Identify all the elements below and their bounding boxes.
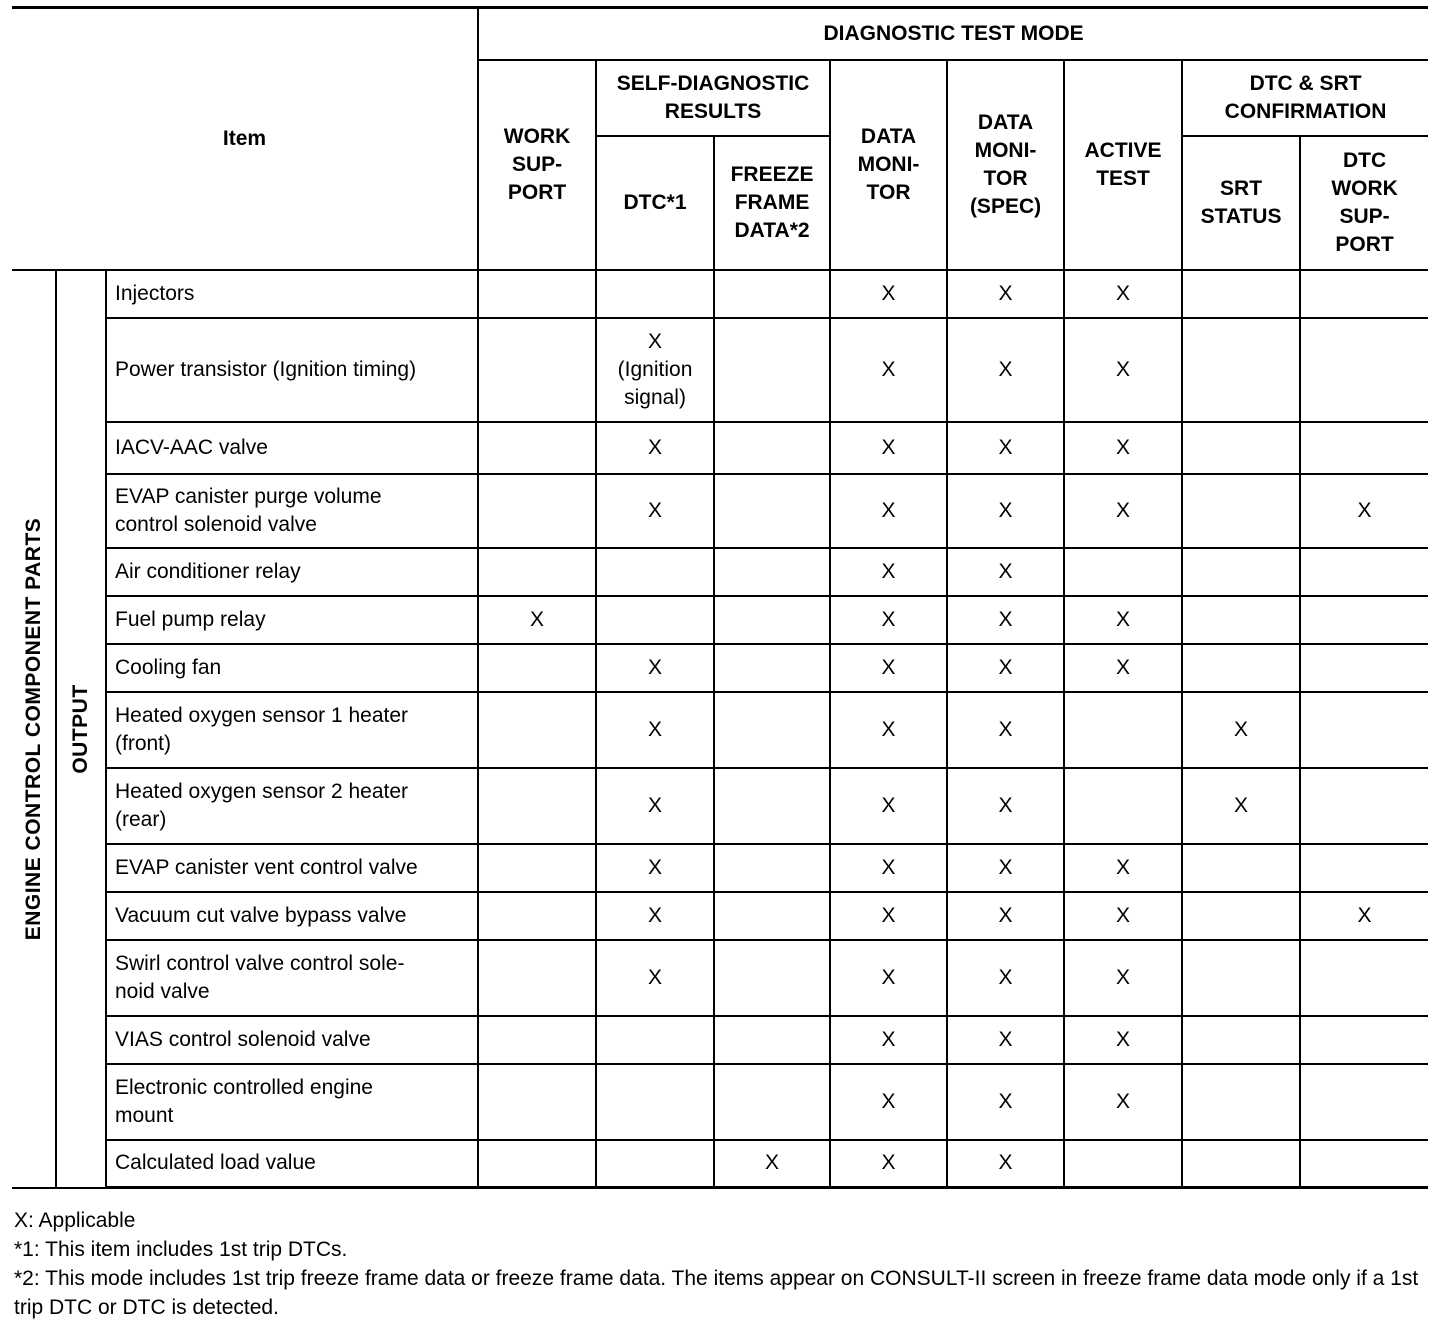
table-row: [12, 692, 1428, 768]
applicability-cell: X: [1064, 940, 1182, 1016]
applicability-cell: [1182, 596, 1300, 644]
applicability-cell: [714, 644, 830, 692]
freeze-frame-header: FREEZE FRAME DATA*2: [714, 136, 830, 270]
applicability-cell: X: [596, 844, 714, 892]
applicability-cell: [1300, 596, 1428, 644]
applicability-cell: X: [947, 422, 1064, 474]
applicability-cell: [478, 768, 596, 844]
applicability-cell: [478, 644, 596, 692]
applicability-cell: X: [947, 1140, 1064, 1188]
category-label: [12, 270, 56, 1188]
applicability-cell: X: [947, 768, 1064, 844]
item-name: EVAP canister purge volume control solenoid valve: [106, 474, 478, 548]
applicability-cell: [714, 844, 830, 892]
applicability-cell: X: [1064, 318, 1182, 422]
table-row: [12, 1064, 1428, 1140]
applicability-cell: [478, 318, 596, 422]
applicability-cell: X: [596, 768, 714, 844]
applicability-cell: [714, 318, 830, 422]
applicability-cell: [1182, 318, 1300, 422]
applicability-cell: [1300, 1064, 1428, 1140]
item-name: Heated oxygen sensor 2 heater (rear): [106, 768, 478, 844]
item-name: IACV-AAC valve: [106, 422, 478, 474]
applicability-cell: [1182, 844, 1300, 892]
applicability-cell: [714, 474, 830, 548]
self-diagnostic-results-header: SELF-DIAGNOSTIC RESULTS: [596, 60, 830, 136]
applicability-cell: [714, 692, 830, 768]
data-monitor-spec-header: DATA MONI- TOR (SPEC): [947, 60, 1064, 270]
applicability-cell: [1300, 1140, 1428, 1188]
applicability-cell: [596, 596, 714, 644]
subcategory-label: [56, 270, 106, 1188]
applicability-cell: X: [830, 844, 947, 892]
item-name: Air conditioner relay: [106, 548, 478, 596]
applicability-cell: X: [1064, 270, 1182, 318]
applicability-cell: X: [1064, 1064, 1182, 1140]
applicability-cell: [1300, 318, 1428, 422]
table-row: [12, 596, 1428, 644]
applicability-cell: X: [830, 1016, 947, 1064]
applicability-cell: [1182, 548, 1300, 596]
applicability-cell: X: [1182, 768, 1300, 844]
applicability-cell: X: [830, 892, 947, 940]
applicability-cell: [478, 692, 596, 768]
applicability-cell: X: [596, 940, 714, 1016]
applicability-cell: [478, 892, 596, 940]
applicability-cell: [478, 844, 596, 892]
table-row: [12, 940, 1428, 1016]
applicability-cell: X: [947, 692, 1064, 768]
applicability-cell: [1182, 1064, 1300, 1140]
item-name: VIAS control solenoid valve: [106, 1016, 478, 1064]
applicability-cell: X: [947, 474, 1064, 548]
applicability-cell: X: [714, 1140, 830, 1188]
item-name: Injectors: [106, 270, 478, 318]
applicability-cell: [1182, 422, 1300, 474]
table-row: [12, 644, 1428, 692]
item-name: Heated oxygen sensor 1 heater (front): [106, 692, 478, 768]
applicability-cell: X: [1064, 1016, 1182, 1064]
applicability-cell: X: [830, 548, 947, 596]
applicability-cell: X: [596, 644, 714, 692]
applicability-cell: [714, 270, 830, 318]
applicability-cell: [596, 270, 714, 318]
work-support-header: WORK SUP- PORT: [478, 60, 596, 270]
applicability-cell: [1300, 270, 1428, 318]
applicability-cell: [478, 474, 596, 548]
item-name: Vacuum cut valve bypass valve: [106, 892, 478, 940]
srt-status-header: SRT STATUS: [1182, 136, 1300, 270]
table-row: [12, 548, 1428, 596]
applicability-cell: [714, 1016, 830, 1064]
footnote-dtc: *1: This item includes 1st trip DTCs.: [14, 1238, 348, 1261]
applicability-cell: X: [947, 892, 1064, 940]
applicability-cell: X: [947, 940, 1064, 1016]
applicability-cell: [1300, 644, 1428, 692]
applicability-cell: X: [596, 892, 714, 940]
applicability-cell: X: [830, 596, 947, 644]
applicability-cell: [1064, 768, 1182, 844]
applicability-cell: [596, 548, 714, 596]
applicability-cell: [714, 1064, 830, 1140]
applicability-cell: X (Ignition signal): [596, 318, 714, 422]
applicability-cell: X: [947, 844, 1064, 892]
applicability-cell: [596, 1064, 714, 1140]
data-monitor-header: DATA MONI- TOR: [830, 60, 947, 270]
table-row: [12, 318, 1428, 422]
applicability-cell: [478, 940, 596, 1016]
applicability-cell: X: [1064, 644, 1182, 692]
applicability-cell: X: [830, 1064, 947, 1140]
applicability-cell: X: [1182, 692, 1300, 768]
applicability-cell: X: [478, 596, 596, 644]
applicability-cell: X: [947, 548, 1064, 596]
applicability-cell: X: [596, 422, 714, 474]
applicability-cell: [1300, 692, 1428, 768]
applicability-cell: [596, 1016, 714, 1064]
applicability-cell: [1300, 548, 1428, 596]
applicability-cell: X: [1064, 422, 1182, 474]
applicability-cell: X: [947, 318, 1064, 422]
table-row: [12, 768, 1428, 844]
dtc-work-support-header: DTC WORK SUP- PORT: [1300, 136, 1428, 270]
applicability-cell: [1064, 1140, 1182, 1188]
applicability-cell: [714, 596, 830, 644]
applicability-cell: [1064, 548, 1182, 596]
applicability-cell: [714, 940, 830, 1016]
applicability-cell: X: [947, 1016, 1064, 1064]
active-test-header: ACTIVE TEST: [1064, 60, 1182, 270]
table-row: [12, 270, 1428, 318]
applicability-cell: [1182, 474, 1300, 548]
applicability-cell: [1182, 644, 1300, 692]
item-name: Cooling fan: [106, 644, 478, 692]
table-row: [12, 422, 1428, 474]
diagnostic-test-mode-header: DIAGNOSTIC TEST MODE: [478, 8, 1428, 60]
applicability-cell: [1300, 768, 1428, 844]
applicability-cell: X: [1300, 474, 1428, 548]
item-name: Fuel pump relay: [106, 596, 478, 644]
applicability-cell: [714, 548, 830, 596]
applicability-cell: X: [830, 768, 947, 844]
subcategory-label-text: OUTPUT: [69, 683, 92, 774]
item-name: Calculated load value: [106, 1140, 478, 1188]
footnote-freeze-frame: *2: This mode includes 1st trip freeze frame data or freeze frame data. The items appear on CONSULT-II screen in freeze frame data mode only if a 1st trip DTC or DTC is detected.: [14, 1267, 1419, 1319]
applicability-cell: [1064, 692, 1182, 768]
table-row: [12, 1016, 1428, 1064]
applicability-cell: X: [947, 596, 1064, 644]
footnote-applicable: X: Applicable: [14, 1209, 136, 1232]
table-row: [12, 474, 1428, 548]
applicability-cell: X: [1064, 844, 1182, 892]
applicability-cell: [1300, 1016, 1428, 1064]
applicability-cell: [1300, 422, 1428, 474]
category-label-text: ENGINE CONTROL COMPONENT PARTS: [21, 517, 45, 940]
applicability-cell: [478, 548, 596, 596]
applicability-cell: X: [830, 692, 947, 768]
applicability-cell: X: [596, 692, 714, 768]
applicability-cell: [1300, 844, 1428, 892]
applicability-cell: [714, 422, 830, 474]
applicability-cell: [478, 270, 596, 318]
applicability-cell: [478, 422, 596, 474]
applicability-cell: X: [830, 1140, 947, 1188]
table-row: [12, 1140, 1428, 1188]
applicability-cell: X: [830, 318, 947, 422]
table-row: [12, 892, 1428, 940]
footnotes: [14, 1206, 1434, 1322]
item-column-header: Item: [12, 8, 478, 270]
applicability-cell: [1182, 270, 1300, 318]
diagnostic-mode-table: [12, 6, 1428, 1189]
applicability-cell: [714, 768, 830, 844]
applicability-cell: [1182, 940, 1300, 1016]
applicability-cell: X: [830, 474, 947, 548]
applicability-cell: X: [830, 422, 947, 474]
applicability-cell: [478, 1016, 596, 1064]
applicability-cell: X: [1064, 892, 1182, 940]
dtc-srt-confirmation-header: DTC & SRT CONFIRMATION: [1182, 60, 1428, 136]
applicability-cell: X: [1300, 892, 1428, 940]
applicability-cell: [1182, 1016, 1300, 1064]
applicability-cell: X: [1064, 596, 1182, 644]
applicability-cell: [714, 892, 830, 940]
applicability-cell: [1300, 940, 1428, 1016]
applicability-cell: [478, 1140, 596, 1188]
applicability-cell: X: [830, 940, 947, 1016]
item-name: EVAP canister vent control valve: [106, 844, 478, 892]
applicability-cell: X: [947, 270, 1064, 318]
item-name: Power transistor (Ignition timing): [106, 318, 478, 422]
table-row: [12, 844, 1428, 892]
applicability-cell: X: [947, 1064, 1064, 1140]
item-name: Swirl control valve control sole- noid valve: [106, 940, 478, 1016]
dtc-header: DTC*1: [596, 136, 714, 270]
applicability-cell: X: [830, 644, 947, 692]
applicability-cell: X: [947, 644, 1064, 692]
applicability-cell: [1182, 1140, 1300, 1188]
item-name: Electronic controlled engine mount: [106, 1064, 478, 1140]
applicability-cell: X: [830, 270, 947, 318]
applicability-cell: [1182, 892, 1300, 940]
applicability-cell: [478, 1064, 596, 1140]
applicability-cell: X: [1064, 474, 1182, 548]
applicability-cell: X: [596, 474, 714, 548]
applicability-cell: [596, 1140, 714, 1188]
